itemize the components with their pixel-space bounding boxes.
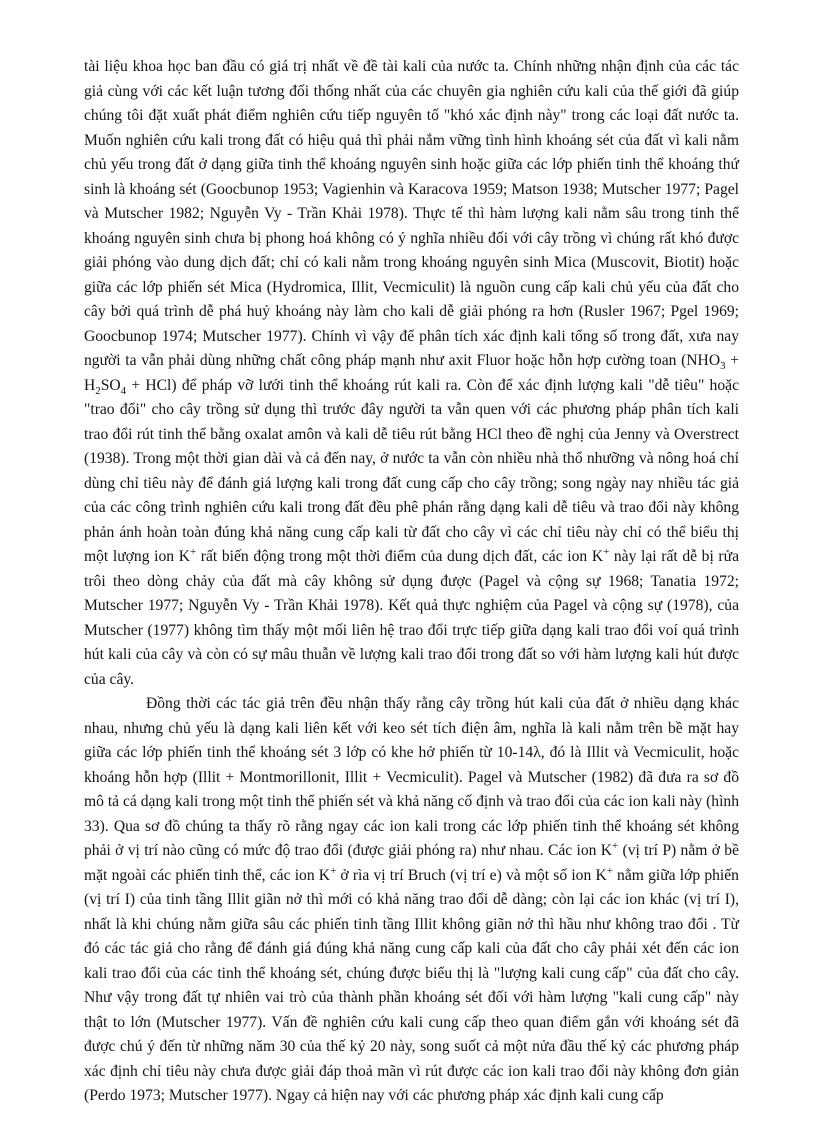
text-run: này lại rất dễ bị rửa trôi theo dòng chảy của đất mà cây không sử dụng được (Pagel và cộng sự 1968; Tanatia 1972; Mutscher 1977; Nguyễn Vy - Trần Khải 1978). Kết quả thực nghiệm của Pagel và cộng sự (1978), của Mutscher (1977) không tìm thấy một mối liên hệ trao đổi trực tiếp giữa dạng kali trao đổi voí quá trình hút kali của cây và còn có sự mâu thuẫn về lượng kali trao đổi trong đất so với hàm lượng kali hút được của cây. [84, 548, 739, 688]
text-run: + HCl) để pháp vỡ lưới tinh thể khoáng rút kali ra. Còn để xác định lượng kali "dễ tiêu" hoặc "trao đổi" cho cây trồng sử dụng thì trước đây người ta vẫn quen với các phương pháp phân tích kali trao đổi rút tinh thể bằng oxalat amôn và kali dễ tiêu rút bằng HCl theo đề nghị của Jenny và Overstrect (1938). Trong một thời gian dài và cả đến nay, ở nước ta vẫn còn nhiều nhà thổ nhưỡng và nông hoá chỉ dùng chỉ tiêu này để đánh giá lượng kali trong đất cung cấp cho cây trồng; song ngày nay nhiều tác giả của các công trình nghiên cứu kali trong đất đều phê phán rằng dạng kali dễ tiêu và trao đổi này không phản ánh hoàn toàn đúng khả năng cung cấp kali từ đất cho cây vì các chỉ tiêu này chỉ có thể biểu thị một lượng ion K [84, 376, 739, 565]
document-page [84, 55, 739, 1109]
superscript: + [189, 545, 197, 558]
superscript: + [612, 839, 619, 852]
paragraph-1 [84, 55, 739, 692]
subscript: 3 [720, 360, 726, 373]
subscript: 2 [95, 384, 101, 397]
text-run: SO [100, 376, 121, 394]
text-run: Đồng thời các tác giả trên đều nhận thấy rằng cây trồng hút kali của đất ở nhiều dạng khác nhau, nhưng chủ yếu là dạng kali liên kết với keo sét tích điện âm, nghĩa là kali nằm trên bề mặt hay giữa các lớp phiến tinh thể khoáng sét 3 lớp có khe hở phiến từ 10-14λ, đó là Illit và Vecmiculit, hoặc khoáng hỗn hợp (Illit + Montmorillonit, Illit + Vecmiculit). Pagel và Mutscher (1982) đã đưa ra sơ đồ mô tả cá dạng kali trong một tinh thể phiến sét và khả năng cố định và trao đổi của các ion kali này (hình 33). Qua sơ đồ chúng ta thấy rõ rằng ngay các ion kali trong các lớp phiến tinh thể khoáng sét không phải ở vị trí nào cũng có mức độ trao đổi (được giải phóng ra) như nhau. Các ion K [84, 695, 739, 859]
superscript: + [330, 864, 337, 877]
text-run: + H [84, 352, 739, 394]
text-run: (vị trí P) nằm ở bề mặt ngoài các phiến tinh thể, các ion K [84, 842, 739, 884]
text-run: nằm giữa lớp phiến (vị trí I) của tinh tầng Illit giãn nở thì mới có khả năng trao đổi dễ dàng; còn lại các ion khác (vị trí I), nhất là khi chúng nằm giữa sâu các phiến tinh tầng Illit không giãn nở thì hầu như không trao đổi . Từ đó các tác giả cho rằng để đánh giá đúng khả năng cung cấp kali của đất cho cây phải xét đến các ion kali trao đổi của các tinh thể khoáng sét, chúng được biểu thị là "lượng kali cung cấp" của đất cho cây. Như vậy trong đất tự nhiên vai trò của thành phần khoáng sét đối với hàm lượng "kali cung cấp" này thật to lớn (Mutscher 1977). Vấn đề nghiên cứu kali cung cấp theo quan điểm gắn với khoáng sét đã được chú ý đến từ những năm 30 của thế kỷ 20 này, song suốt cả một nửa đầu thế kỷ các phương pháp xác định chỉ tiêu này chưa được giải đáp thoả mãn vì rút được các ion kali trao đổi này không đơn giản (Perdo 1973; Mutscher 1977). Ngay cả hiện nay với các phương pháp xác định kali cung cấp [84, 866, 739, 1104]
paragraph-2 [84, 692, 739, 1109]
superscript: + [603, 545, 610, 558]
subscript: 4 [120, 384, 127, 397]
superscript: + [606, 864, 613, 877]
text-run: rất biến động trong một thời điểm của dung dịch đất, các ion K [196, 548, 604, 565]
text-run: ở rìa vị trí Bruch (vị trí e) và một số ion K [336, 866, 607, 884]
text-run: tài liệu khoa học ban đầu có giá trị nhất về đề tài kali của nước ta. Chính những nhận định của các tác giả cùng với các kết luận tương đối thống nhất của các chuyên gia nghiên cứu kali của thế giới đã giúp chúng tôi đặt xuất phát điểm nghiên cứu tiếp nguyên tố "khó xác định này" trong các loại đất nước ta. Muốn nghiên cứu kali trong đất có hiệu quả thì phải nắm vững tình hình khoáng sét của đất vì kali nằm chủ yếu trong đất ở dạng giữa tinh thể khoáng nguyên sinh hoặc giữa các lớp phiến tinh thể khoáng thứ sinh là khoáng sét (Goocbunop 1953; Vagienhin và Karacova 1959; Matson 1938; Mutscher 1977; Pagel và Mutscher 1982; Nguyễn Vy - Trần Khải 1978). Thực tế thì hàm lượng kali nằm sâu trong tinh thể khoáng nguyên sinh chưa bị phong hoá không có ý nghĩa nhiều đối với cây trồng vì chúng rất khó được giải phóng vào dung dịch đất; chỉ có kali nằm trong khoáng nguyên sinh Mica (Muscovit, Biotit) hoặc giữa các lớp phiến sét Mica (Hydromica, Illit, Vecmiculit) là nguồn cung cấp kali chủ yếu của đất cho cây bởi quá trình dễ phá huỷ khoáng này làm cho kali dễ giải phóng ra hơn (Rusler 1967; Pgel 1969; Goocbunop 1974; Mutscher 1977). Chính vì vậy để phân tích xác định kali tổng số trong đất, xưa nay người ta vẫn phải dùng những chất công pháp mạnh như axit Fluor hoặc hỗn hợp cường toan (NHO [84, 58, 739, 369]
